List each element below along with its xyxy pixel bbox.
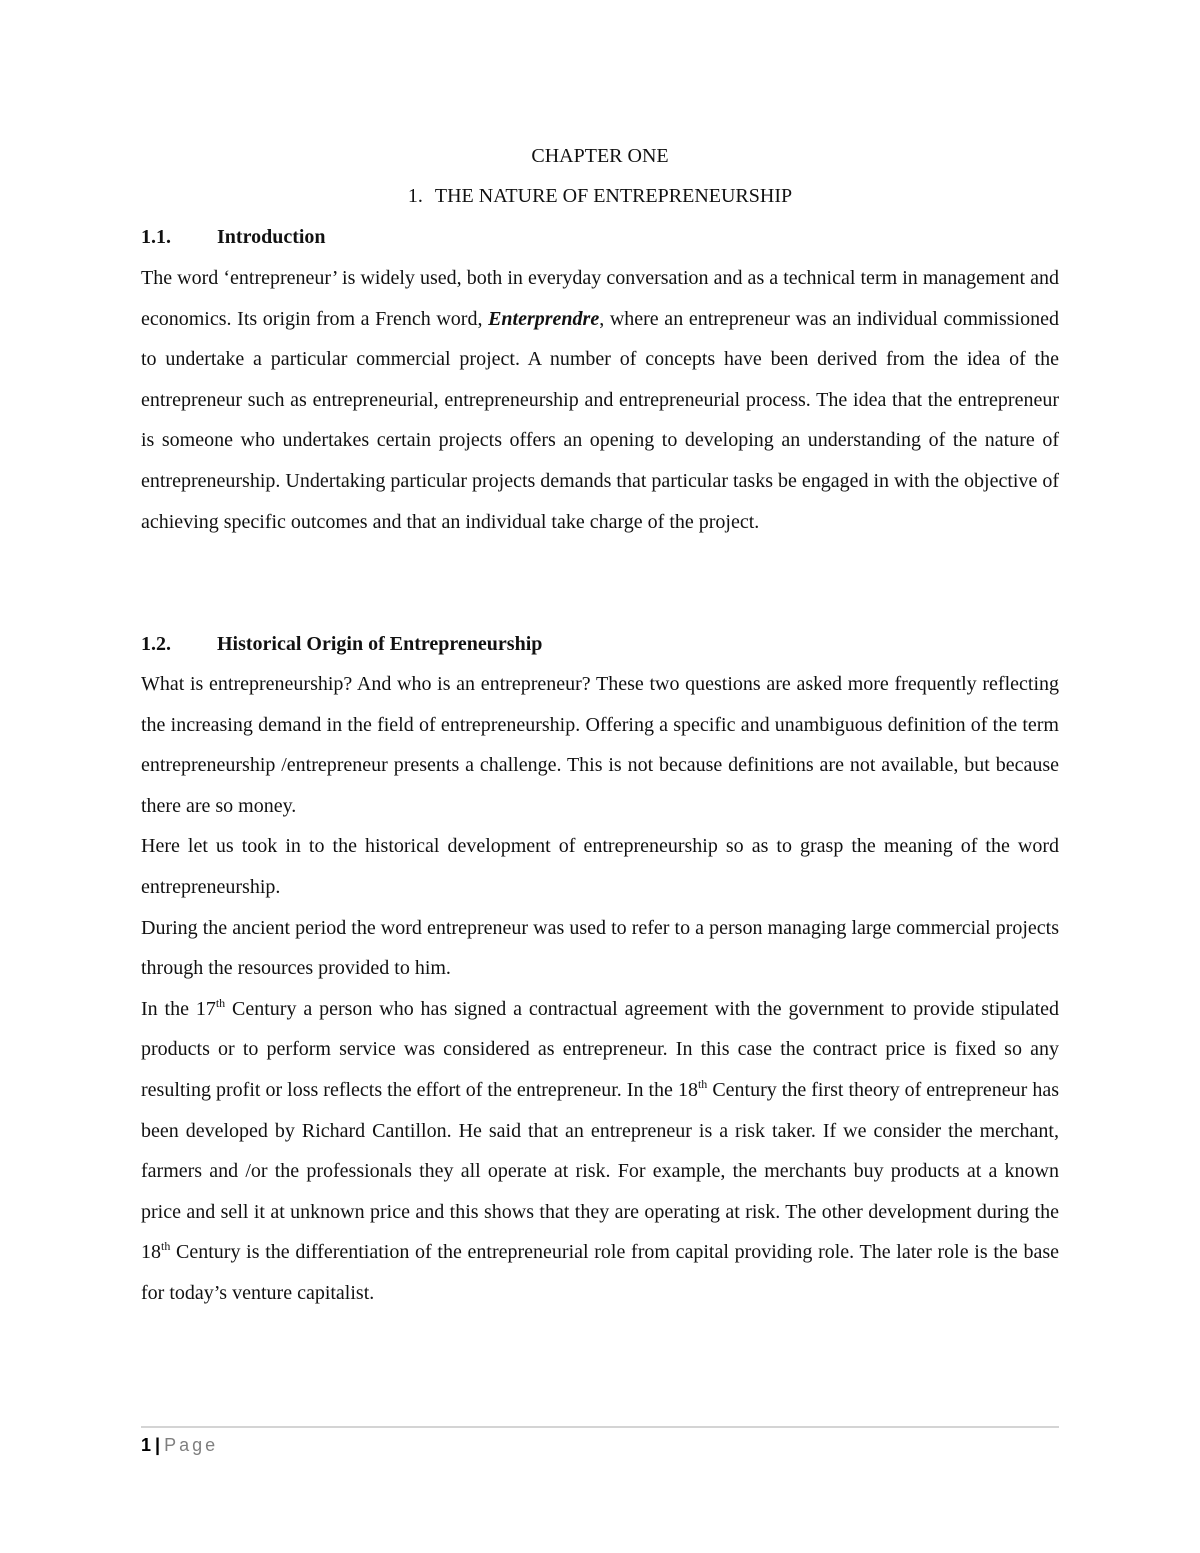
- footer-divider: [141, 1426, 1059, 1428]
- chapter-title-number: 1.: [407, 185, 423, 207]
- chapter-title-text: THE NATURE OF ENTREPRENEURSHIP: [434, 185, 793, 207]
- footer-separator: |: [155, 1435, 161, 1455]
- emphasis-term: Enterprendre: [488, 307, 600, 330]
- section-number: 1.2.: [141, 633, 171, 655]
- paragraph-text: In the 17: [141, 997, 216, 1020]
- paragraph-text: The word ‘entrepreneur’ is widely used, both in everyday conversation and as a technical term in management and economics. Its origin from a French word,: [141, 267, 1059, 330]
- section-title: Historical Origin of Entrepreneurship: [217, 633, 543, 655]
- page-number: 1: [141, 1435, 152, 1455]
- section-title: Introduction: [217, 226, 326, 248]
- ordinal-superscript: th: [161, 1239, 171, 1254]
- historical-origin-body: [141, 664, 1059, 1314]
- chapter-label: CHAPTER ONE: [531, 145, 669, 167]
- paragraph-text: , where an entrepreneur was an individual commissioned to undertake a particular commercial project. A number of concepts have been derived from the idea of the entrepreneur such as entrepreneurial, entrepreneurship and entrepreneurial process. The idea that the entrepreneur is someone who undertakes certain projects offers an opening to developing an understanding of the nature of entrepreneurship. Undertaking particular projects demands that particular tasks be engaged in with the objective of achieving specific outcomes and that an individual take charge of the project.: [141, 307, 1060, 533]
- paragraph-text: Century a person who has signed a contractual agreement with the government to provide stipulated products or to perform service was considered as entrepreneur. In this case the contract price is fixed so any resulting profit or loss reflects the effort of the entrepreneur. In the 18: [141, 997, 1059, 1101]
- page-label: Page: [164, 1435, 219, 1455]
- section-heading-introduction: [141, 224, 326, 250]
- ordinal-superscript: th: [215, 995, 226, 1010]
- paragraph: [141, 989, 1059, 1314]
- chapter-title: [141, 183, 1059, 209]
- section-heading-historical-origin: [141, 631, 542, 657]
- ordinal-superscript: th: [697, 1076, 708, 1091]
- introduction-body: [141, 258, 1059, 542]
- page-footer: [141, 1433, 218, 1457]
- paragraph: [141, 258, 1059, 542]
- document-page: [141, 0, 1059, 1553]
- paragraph-text: Century the first theory of entrepreneur has been developed by Richard Cantillon. He said that an entrepreneur is a risk taker. If we consider the merchant, farmers and /or the professionals they all operate at risk. For example, the merchants buy products at a known price and sell it at unknown price and this shows that they are operating at risk. The other development during the 18: [141, 1078, 1060, 1264]
- paragraph: What is entrepreneurship? And who is an entrepreneur? These two questions are asked more frequently reflecting the increasing demand in the field of entrepreneurship. Offering a specific and unambiguous definition of the term entrepreneurship /entrepreneur presents a challenge. This is not because definitions are not available, but because there are so money.: [141, 673, 1059, 817]
- paragraph: Here let us took in to the historical development of entrepreneurship so as to grasp the meaning of the word entrepreneurship.: [141, 835, 1059, 898]
- paragraph: During the ancient period the word entrepreneur was used to refer to a person managing large commercial projects through the resources provided to him.: [141, 916, 1059, 980]
- section-number: 1.1.: [141, 226, 171, 248]
- paragraph-text: Century is the differentiation of the entrepreneurial role from capital providing role. The later role is the base for today’s venture capitalist.: [141, 1241, 1059, 1304]
